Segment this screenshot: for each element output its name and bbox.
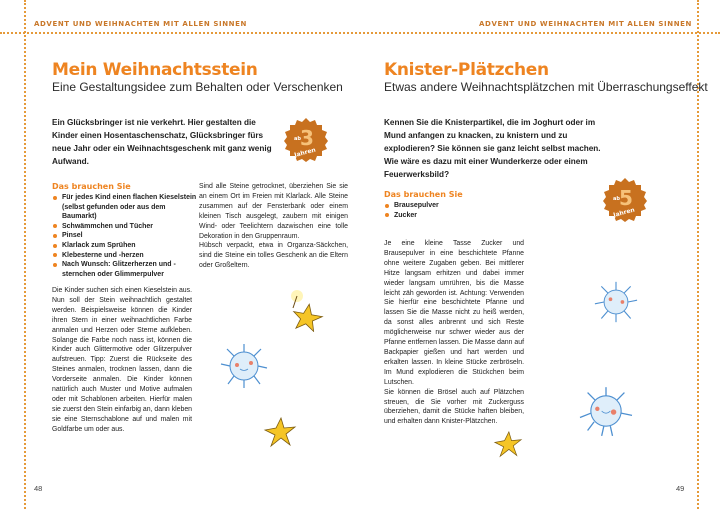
star-with-sparkler-icon [283, 288, 325, 332]
materials-box [52, 182, 200, 279]
materials-heading: Das brauchen Sie [384, 190, 463, 199]
badge-prefix: ab [613, 196, 620, 202]
lead-paragraph: Kennen Sie die Knisterpartikel, die im Joghurt oder im Mund anfangen zu knacken, zu knistern und zu explodieren? Sie können sie ganz leicht selbst machen. Wie wäre es dazu mit einer Wunderkerze oder einem Feuerwerksbild? [384, 118, 601, 179]
page-title: Mein Weihnachtsstein [52, 60, 258, 80]
body-column-2 [199, 182, 348, 271]
page-number-right: 49 [676, 484, 685, 493]
snowflake-character-icon [592, 280, 640, 324]
snowflake-character-icon [218, 342, 270, 390]
age-badge-icon [602, 177, 648, 223]
star-character-icon [263, 417, 297, 449]
badge-age: 3 [300, 126, 314, 150]
page-title: Knister-Plätzchen [384, 60, 549, 80]
badge-suffix: Jahren [612, 206, 636, 219]
page-subtitle: Eine Gestaltungsidee zum Behalten oder Verschenken [52, 80, 343, 94]
running-head-right: ADVENT UND WEIHNACHTEN MIT ALLEN SINNEN [479, 20, 692, 28]
materials-list [384, 201, 524, 220]
list-item: Schwämmchen und Tücher [52, 222, 200, 232]
list-item: Für jedes Kind einen flachen Kieselstein (selbst gefunden oder aus dem Baumarkt) [52, 193, 200, 222]
star-character-icon [493, 431, 523, 459]
body-column-1 [52, 286, 192, 435]
page-subtitle: Etwas andere Weihnachtsplätzchen mit Überraschungseffekt [384, 80, 708, 94]
body-paragraph: Je eine kleine Tasse Zucker und Brausepulver in eine beschichtete Pfanne ohne weitere Zugaben geben. Bei mittlerer Hitze langsam erhitzen und dabei immer wieder langsam umrühren, bis die Masse leicht zäh geworden ist. Achtung: Verwenden Sie hierfür eine beschichtete Pfanne und lassen Sie die Masse nicht zu heiß werden, da sonst alles anbrennt und sich Reste möglicherweise nur schwer wieder aus der Pfanne entfernen lassen. Die Masse dann auf Backpapier gießen und hart werden und erkalten lassen. In kleine Stücke zerbröseln. Im Mund explodieren die Stückchen beim Lutschen. [384, 240, 524, 386]
running-head-left: ADVENT UND WEIHNACHTEN MIT ALLEN SINNEN [34, 20, 247, 28]
badge-age: 5 [619, 186, 633, 210]
header-rule [0, 32, 720, 34]
lead-paragraph: Ein Glücksbringer ist nie verkehrt. Hier gestalten die Kinder einen Hosentaschenschatz, Glücksbringer fürs neue Jahr oder ein Weihnachtsgeschenk mit ganz wenig Aufwand. [52, 118, 272, 166]
body-column [384, 239, 524, 427]
badge-prefix: ab [294, 136, 301, 142]
list-item: Brausepulver [384, 201, 524, 211]
body-paragraph: Sie können die Brösel auch auf Plätzchen streuen, die Sie vorher mit Zuckerguss überziehen, damit die Stücke haften bleiben, und erhalten dann Knister-Plätzchen. [384, 388, 524, 426]
list-item: Nach Wunsch: Glitzerherzen und -sternchen oder Glimmerpulver [52, 260, 200, 279]
materials-list [52, 193, 200, 279]
badge-suffix: Jahren [293, 146, 317, 159]
right-margin-rule [697, 0, 699, 509]
list-item: Klebesterne und -herzen [52, 251, 200, 261]
body-paragraph: Sind alle Steine getrocknet, überziehen Sie sie an einem Ort im Freien mit Klarlack. Alle Steine zusammen auf der Fensterbank oder einem kleinen Tisch ausgelegt, zaubern mit einigen Wind- oder Teelichtern dazwischen eine tolle Dekoration in den Gruppenraum. [199, 183, 348, 240]
body-paragraph: Hübsch verpackt, etwa in Organza-Säckchen, sind die Steine ein tolles Geschenk an die Eltern oder Großeltern. [199, 242, 348, 270]
materials-box [384, 190, 524, 220]
age-badge-icon [283, 117, 329, 163]
page-number-left: 48 [34, 484, 43, 493]
left-margin-rule [24, 0, 26, 509]
list-item: Klarlack zum Sprühen [52, 241, 200, 251]
materials-heading: Das brauchen Sie [52, 182, 131, 191]
body-paragraph: Die Kinder suchen sich einen Kieselstein aus. Nun soll der Stein weihnachtlich gestaltet werden. Beispielsweise können die Kinder ihren Stern in einer weihnachtlichen Farbe anmalen und Herzen oder Sterne aufkleben. Solange die Farbe noch nass ist, können die Kinder auch Glittermotive oder Glitzerpulver aufstreuen. Tipp: Zuerst die Rückseite des Steines anmalen, trocknen lassen, dann die Vorderseite anmalen. Die Kinder können natürlich auch Muster und Motive aufmalen oder mit Schablonen arbeiten. Hierfür malen sie zuerst den Stein einfarbig an, dann kleben sie eine Sternschablone auf und malen mit Goldfarbe um oder aus. [52, 287, 192, 433]
list-item: Pinsel [52, 231, 200, 241]
snowflake-character-icon [577, 385, 635, 437]
list-item: Zucker [384, 211, 524, 221]
